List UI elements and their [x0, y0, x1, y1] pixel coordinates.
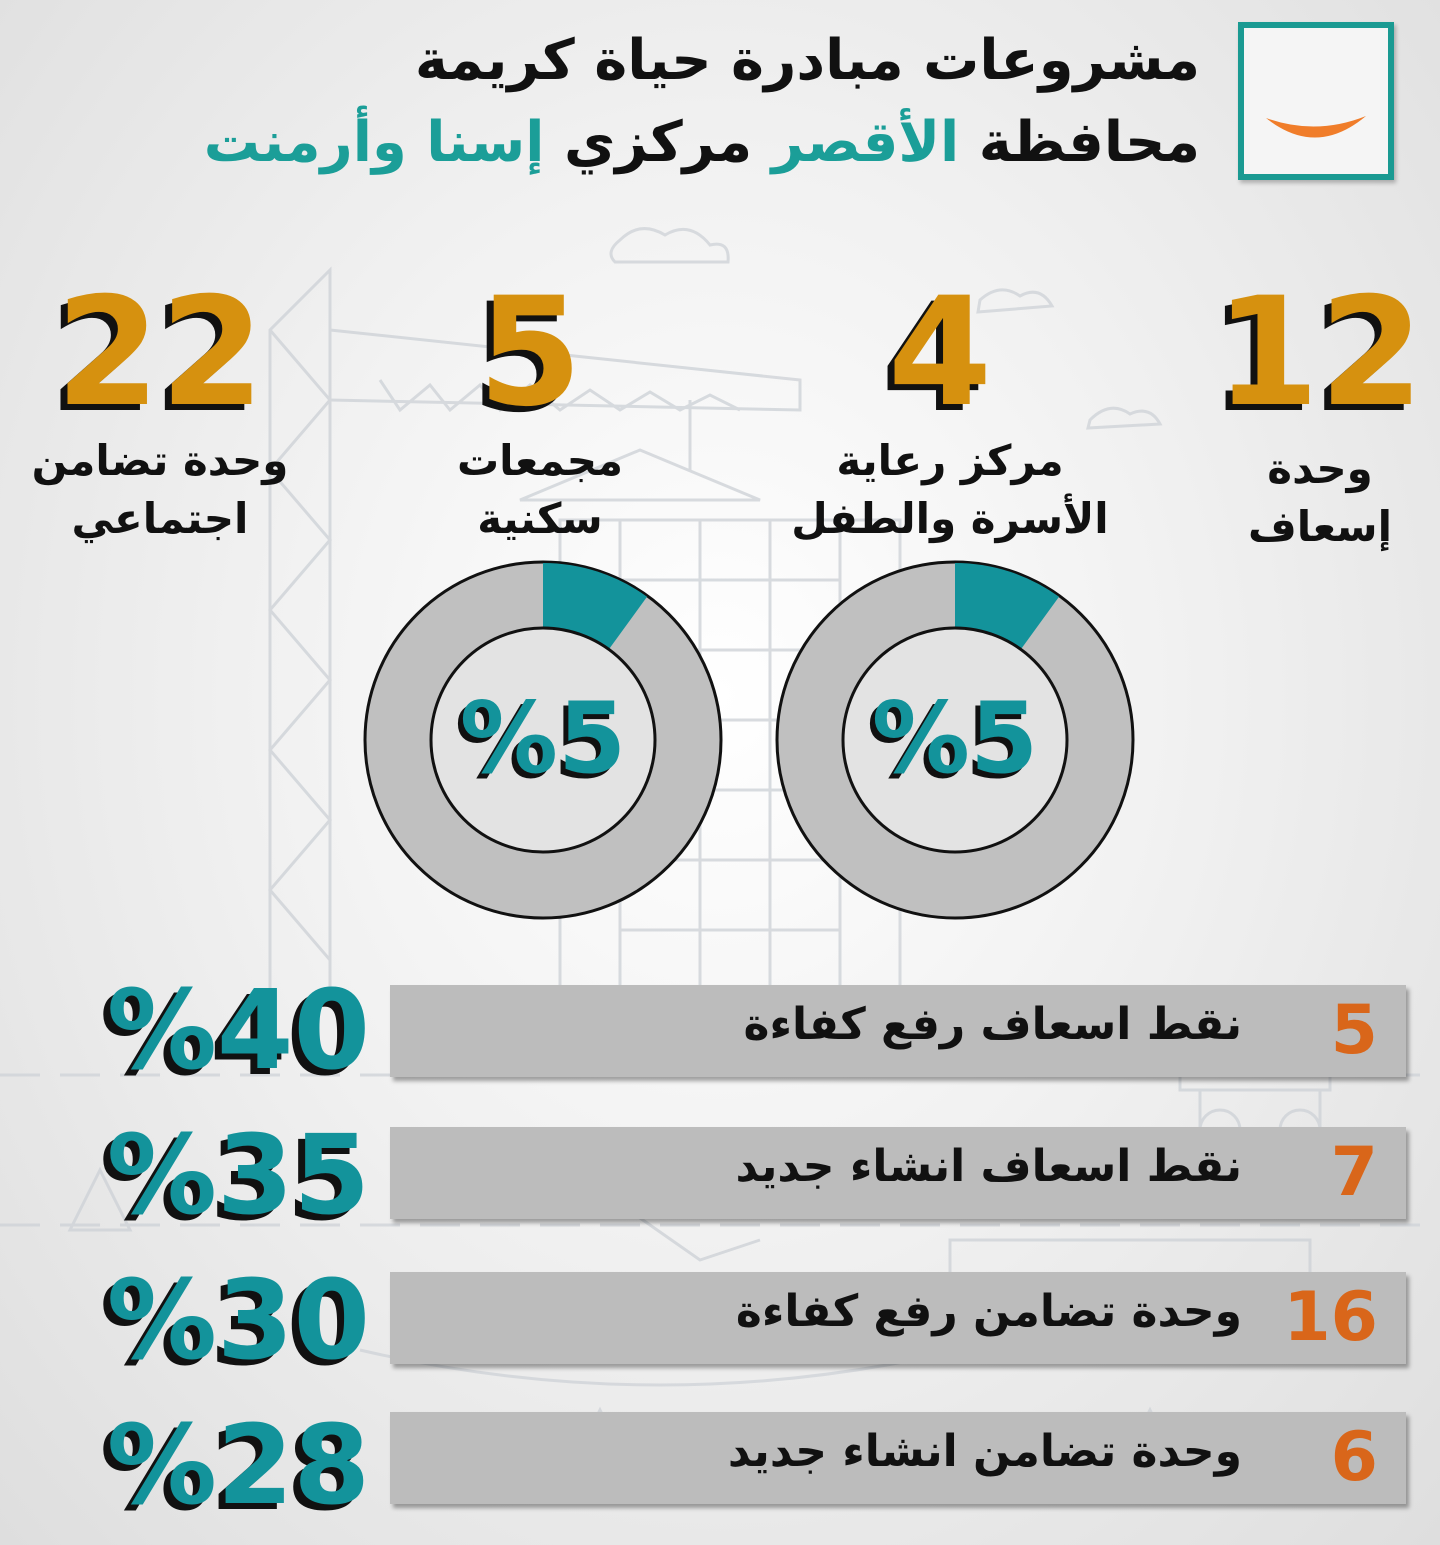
- donut-percent-family-centers: %5: [871, 682, 1039, 796]
- row-count: 7: [1330, 1133, 1378, 1212]
- initiative-logo: [1238, 22, 1394, 180]
- title-line-1: مشروعات مبادرة حياة كريمة: [414, 28, 1200, 93]
- subtitle-part-esna-armant: إسنا وأرمنت: [203, 110, 545, 175]
- row-count: 16: [1283, 1278, 1378, 1357]
- row-bar: [390, 1127, 1406, 1219]
- row-count: 6: [1330, 1418, 1378, 1497]
- row-label: نقط اسعاف رفع كفاءة: [743, 999, 1242, 1050]
- stat-label-line: وحدة تضامن: [31, 436, 289, 485]
- row-percent: %30: [106, 1256, 370, 1384]
- subtitle-part-centers: مركزي: [563, 110, 753, 175]
- row-label: وحدة تضامن رفع كفاءة: [735, 1286, 1242, 1337]
- stat-family-centers-value: 4: [887, 266, 993, 440]
- row-bar: [390, 1412, 1406, 1504]
- stat-housing-complexes-label: [400, 432, 680, 548]
- stat-label-line: سكنية: [477, 494, 603, 543]
- subtitle-part-governorate: محافظة: [978, 110, 1200, 175]
- row-bar: [390, 1272, 1406, 1364]
- row-label: وحدة تضامن انشاء جديد: [727, 1426, 1242, 1477]
- subtitle-part-luxor: الأقصر: [771, 110, 960, 175]
- row-count: 5: [1330, 991, 1378, 1070]
- smile-logo-icon: [1244, 28, 1388, 174]
- stat-label-line: الأسرة والطفل: [791, 494, 1109, 543]
- stat-label-line: اجتماعي: [71, 494, 249, 543]
- donut-percent-housing: %5: [459, 682, 627, 796]
- row-bar: [390, 985, 1406, 1077]
- stat-solidarity-units-label: [10, 432, 310, 548]
- stat-label-line: مجمعات: [456, 436, 624, 485]
- row-label: نقط اسعاف انشاء جديد: [735, 1141, 1242, 1192]
- stat-ambulance-units-value: 12: [1215, 266, 1424, 440]
- stat-solidarity-units-value: 22: [55, 266, 265, 440]
- row-percent: %35: [106, 1111, 370, 1239]
- row-percent: %28: [106, 1401, 370, 1529]
- row-percent: %40: [106, 966, 370, 1094]
- stat-housing-complexes-value: 5: [477, 266, 583, 440]
- page-title: [415, 28, 1200, 93]
- page-subtitle: [204, 110, 1200, 175]
- stat-label-line: مركز رعاية: [836, 436, 1064, 485]
- stat-ambulance-units-label: [1215, 440, 1425, 556]
- stat-label-line: وحدة: [1267, 444, 1373, 493]
- stat-label-line: إسعاف: [1248, 502, 1392, 551]
- stat-family-centers-label: [760, 432, 1140, 548]
